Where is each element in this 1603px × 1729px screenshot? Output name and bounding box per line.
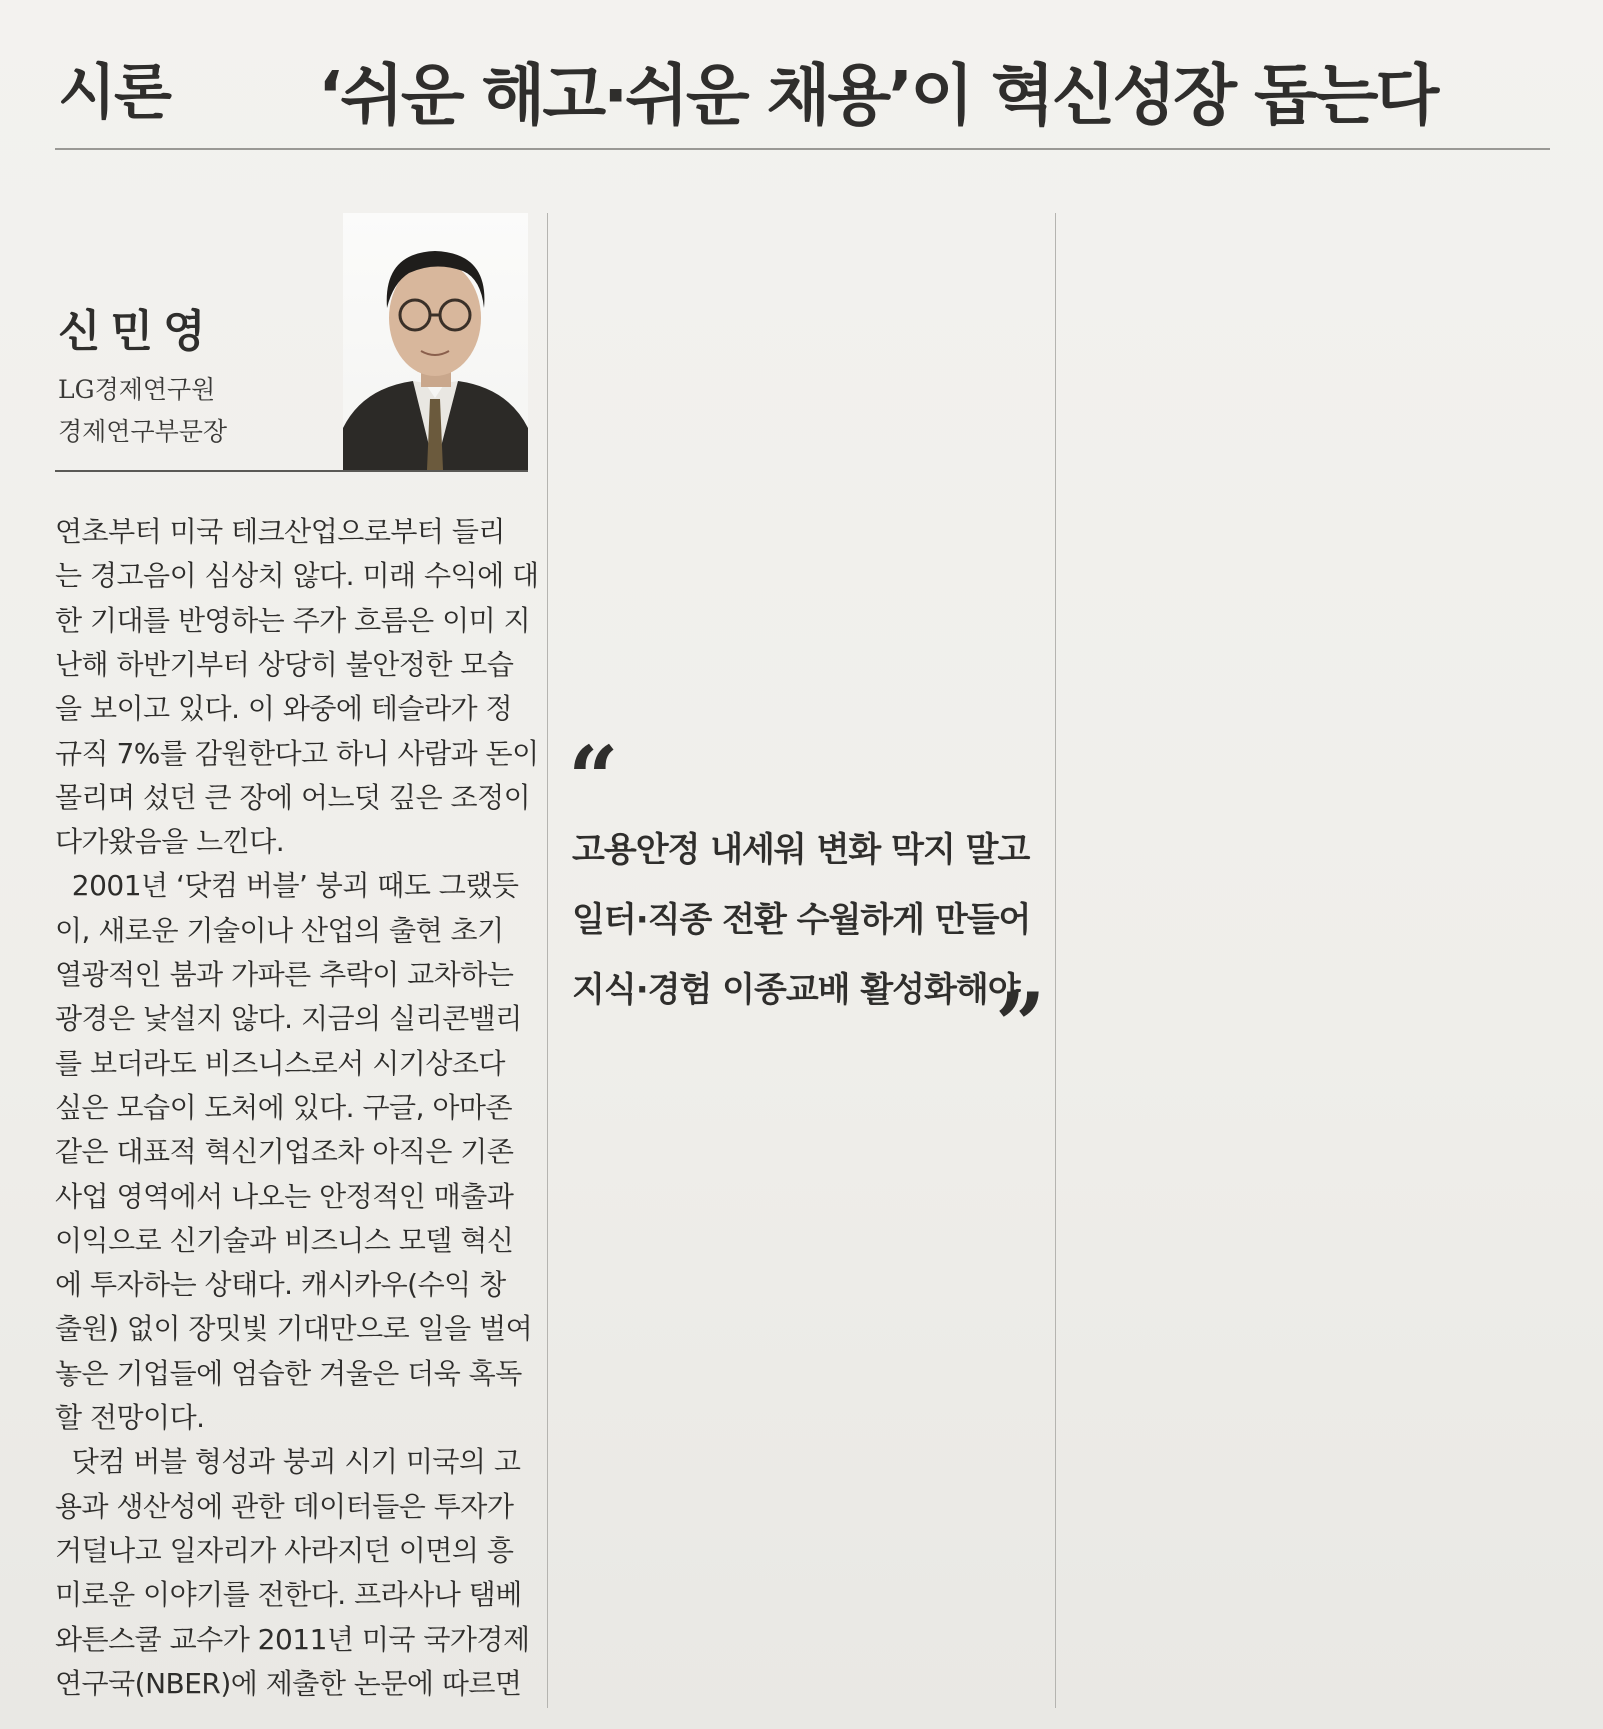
article-text-line: 같은 대표적 혁신기업조차 아직은 기존 [55,1135,514,1169]
pull-quote-line: 고용안정 내세워 변화 막지 말고 [572,830,1030,870]
article-text-line: 광경은 낯설지 않다. 지금의 실리콘밸리 [55,1002,522,1036]
article-text-line: 이익으로 신기술과 비즈니스 모델 혁신 [55,1223,514,1257]
pull-quote-line: 일터·직종 전환 수월하게 만들어 [572,900,1031,940]
article-text-line: 거덜나고 일자리가 사라지던 이면의 흥 [55,1533,514,1567]
article-text-line: 난해 하반기부터 상당히 불안정한 모습 [55,647,514,681]
article-text-line: 다가왔음을 느낀다. [55,825,285,859]
article-text-line: 를 보더라도 비즈니스로서 시기상조다 [55,1046,505,1080]
column-divider [1055,213,1056,1708]
article-text-line: 미로운 이야기를 전한다. 프라사나 탬베 [55,1578,522,1612]
article-headline: ‘쉬운 해고·쉬운 채용’이 혁신성장 돕는다 [318,57,1437,134]
article-text-line: 2001년 ‘닷컴 버블’ 붕괴 때도 그랬듯 [55,869,519,903]
article-text-line: 용과 생산성에 관한 데이터들은 투자가 [55,1489,514,1523]
article-text-line: 놓은 기업들에 엄습한 겨울은 더욱 혹독 [55,1356,522,1390]
author-name: 신민영 [58,306,216,357]
author-affiliation-org: LG경제연구원 [58,375,216,404]
header-divider [55,148,1550,150]
article-text-line: 사업 영역에서 나오는 안정적인 매출과 [55,1179,514,1213]
pull-quote-line: 지식·경험 이종교배 활성화해야 [572,970,1020,1010]
article-text-line: 할 전망이다. [55,1401,205,1434]
article-text-line: 는 경고음이 심상치 않다. 미래 수익에 대 [55,559,539,593]
article-text-line: 한 기대를 반영하는 주가 흐름은 이미 지 [55,603,531,637]
article-text-line: 연구국(NBER)에 제출한 논문에 따르면 [55,1666,522,1700]
open-quote-mark: “ [568,726,619,830]
close-quote-mark: ” [995,973,1046,1077]
article-text-line: 연초부터 미국 테크산업으로부터 들리 [55,515,505,548]
section-label: 시론 [58,58,170,128]
article-text-line: 닷컴 버블 형성과 붕괴 시기 미국의 고 [55,1445,521,1479]
article-text-line: 규직 7%를 감원한다고 하니 사람과 돈이 [55,736,539,770]
article-text-line: 싶은 모습이 도처에 있다. 구글, 아마존 [55,1090,513,1124]
author-affiliation-title: 경제연구부문장 [58,417,228,446]
article-text-line: 와튼스쿨 교수가 2011년 미국 국가경제 [55,1622,530,1656]
article-text-line: 열광적인 붐과 가파른 추락이 교차하는 [55,958,514,991]
article-text-line: 을 보이고 있다. 이 와중에 테슬라가 정 [55,692,513,726]
author-divider [55,470,528,472]
column-divider [547,213,548,1708]
article-text-line: 몰리며 섰던 큰 장에 어느덧 깊은 조정이 [55,780,531,814]
article-text-line: 이, 새로운 기술이나 산업의 출현 초기 [55,913,504,947]
article-text-line: 출원) 없이 장밋빛 기대만으로 일을 벌여 [55,1312,533,1346]
article-text-line: 에 투자하는 상태다. 캐시카우(수익 창 [55,1268,506,1302]
author-photo [343,213,528,470]
